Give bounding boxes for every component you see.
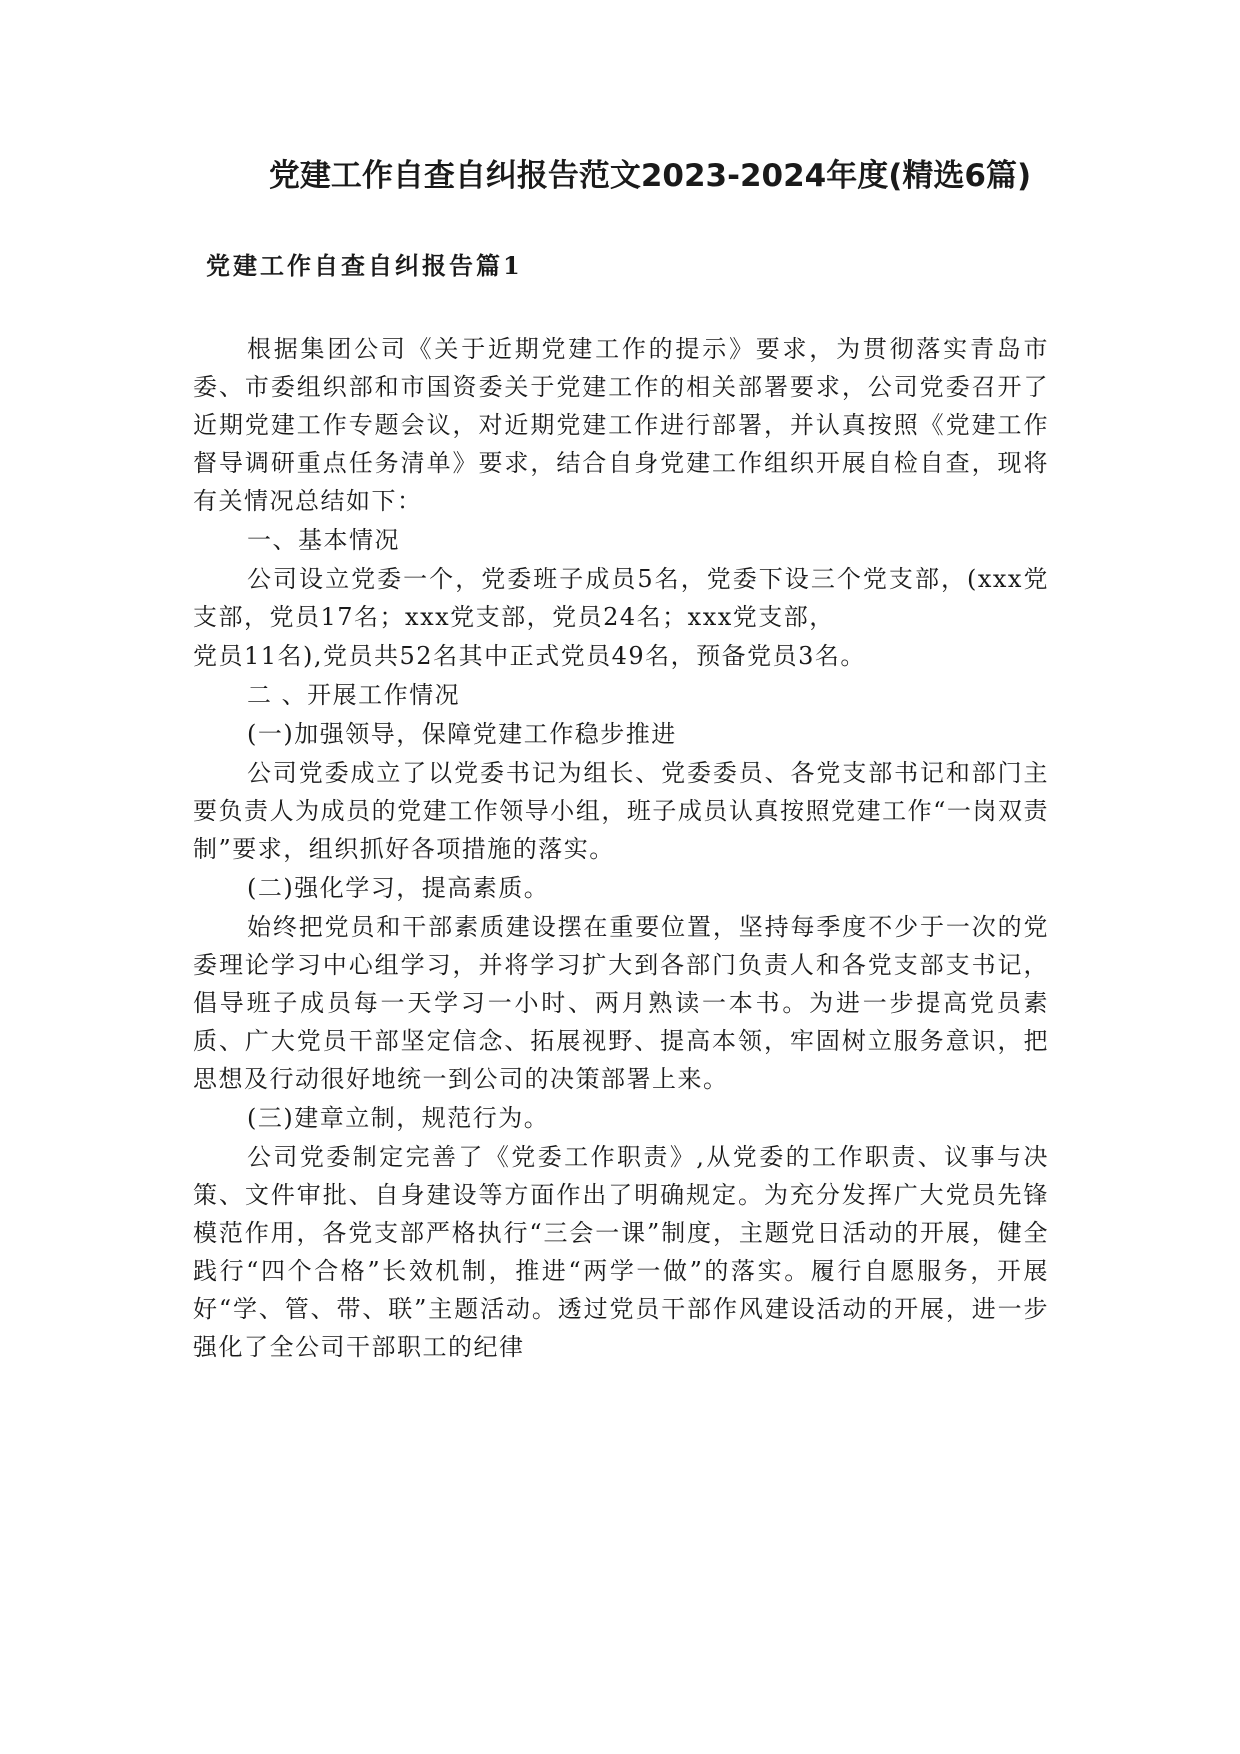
heading-work-situation: 二 、开展工作情况 (247, 681, 461, 709)
heading-basic-situation: 一、基本情况 (247, 526, 400, 554)
subheading-study: (二)强化学习，提高素质。 (247, 874, 550, 902)
document-title: 党建工作自查自纠报告范文2023-2024年度(精选6篇) (268, 158, 1032, 194)
paragraph-member-count: 党员11名),党员共52名其中正式党员49名，预备党员3名。 (193, 642, 866, 670)
subheading-leadership: (一)加强领导，保障党建工作稳步推进 (247, 720, 677, 748)
paragraph-leadership: 公司党委成立了以党委书记为组长、党委委员、各党支部书记和部门主要负责人为成员的党建工作领导小组，班子成员认真按照党建工作“一岗双责制”要求，组织抓好各项措施的落实。 (193, 759, 1049, 863)
section-heading: 党建工作自查自纠报告篇1 (206, 251, 523, 280)
subheading-rules: (三)建章立制，规范行为。 (247, 1104, 550, 1132)
paragraph-basic-situation: 公司设立党委一个，党委班子成员5名，党委下设三个党支部，(xxx党支部，党员17名；xxx党支部，党员24名；xxx党支部， (193, 565, 1049, 631)
document-body (193, 330, 1049, 1367)
paragraph-intro: 根据集团公司《关于近期党建工作的提示》要求，为贯彻落实青岛市委、市委组织部和市国资委关于党建工作的相关部署要求，公司党委召开了近期党建工作专题会议，对近期党建工作进行部署，并认真按照《党建工作督导调研重点任务清单》要求，结合自身党建工作组织开展自检自查，现将有关情况总结如下： (193, 335, 1049, 515)
paragraph-rules: 公司党委制定完善了《党委工作职责》,从党委的工作职责、议事与决策、文件审批、自身建设等方面作出了明确规定。为充分发挥广大党员先锋模范作用，各党支部严格执行“三会一课”制度，主题党日活动的开展，健全践行“四个合格”长效机制，推进“两学一做”的落实。履行自愿服务，开展好“学、管、带、联”主题活动。透过党员干部作风建设活动的开展，进一步强化了全公司干部职工的纪律 (193, 1143, 1049, 1361)
paragraph-study: 始终把党员和干部素质建设摆在重要位置，坚持每季度不少于一次的党委理论学习中心组学习，并将学习扩大到各部门负责人和各党支部支书记，倡导班子成员每一天学习一小时、两月熟读一本书。为进一步提高党员素质、广大党员干部坚定信念、拓展视野、提高本领，牢固树立服务意识，把思想及行动很好地统一到公司的决策部署上来。 (193, 913, 1049, 1093)
